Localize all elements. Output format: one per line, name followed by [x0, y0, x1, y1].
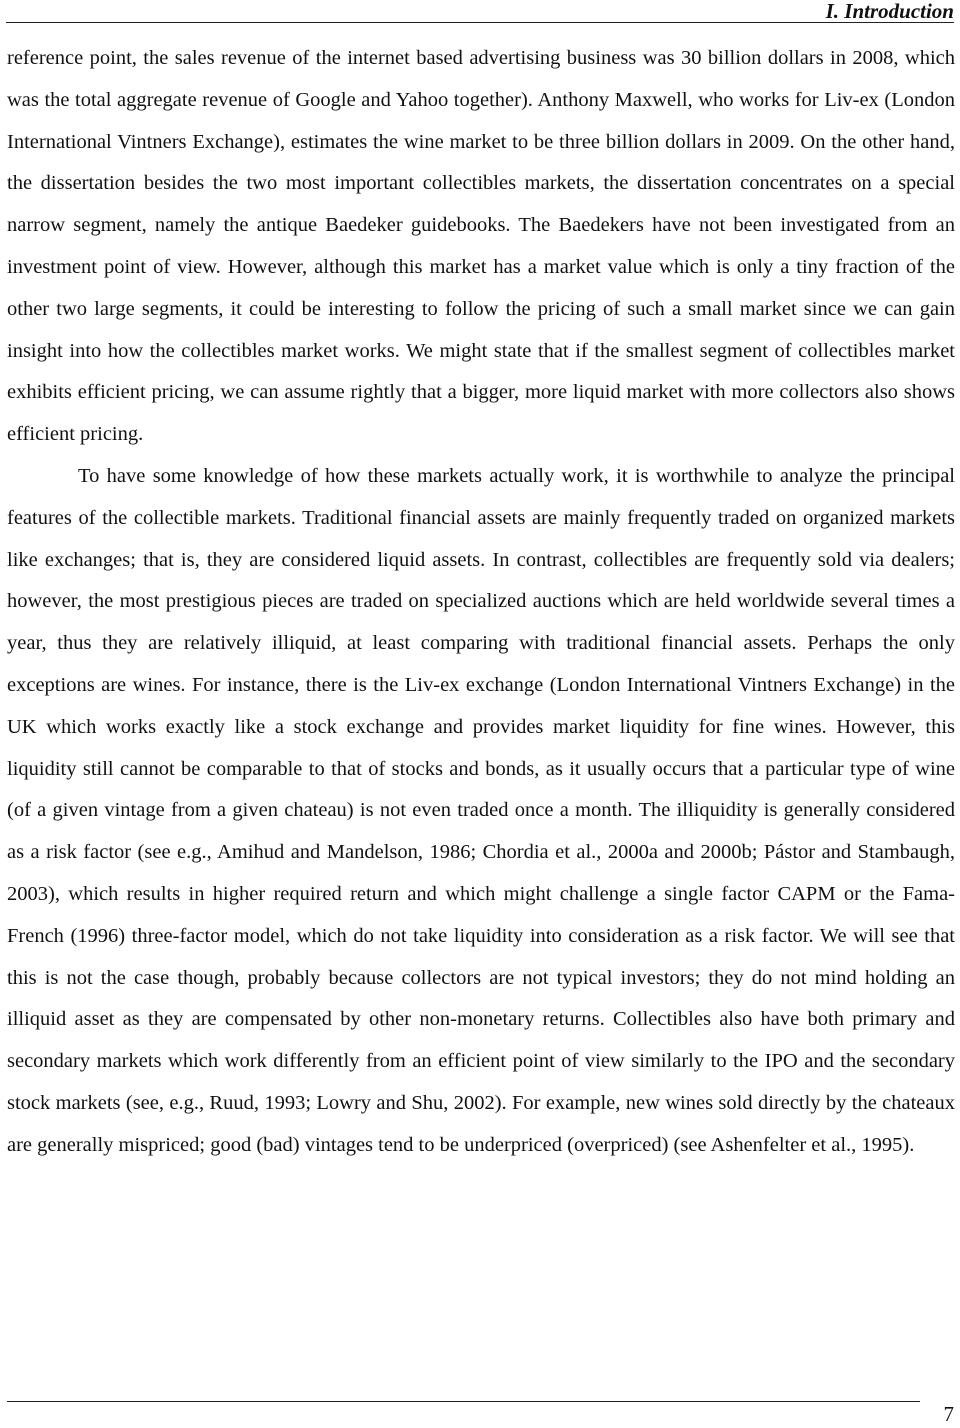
- paragraph: To have some knowledge of how these markets actually work, it is worthwhile to analyze the principal features of the collectible markets. Traditional financial assets are mainly frequently traded on organized markets like exchanges; that is, they are considered liquid assets. In contrast, collectibles are frequently sold via dealers; however, the most prestigious pieces are traded on specialized auctions which are held worldwide several times a year, thus they are relatively illiquid, at least comparing with traditional financial assets. Perhaps the only exceptions are wines. For instance, there is the Liv-ex exchange (London International Vintners Exchange) in the UK which works exactly like a stock exchange and provides market liquidity for fine wines. However, this liquidity still cannot be comparable to that of stocks and bonds, as it usually occurs that a particular type of wine (of a given vintage from a given chateau) is not even traded once a month. The illiquidity is generally considered as a risk factor (see e.g., Amihud and Mandelson, 1986; Chordia et al., 2000a and 2000b; Pástor and Stambaugh, 2003), which results in higher required return and which might challenge a single factor CAPM or the Fama-French (1996) three-factor model, which do not take liquidity into consideration as a risk factor. We will see that this is not the case though, probably because collectors are not typical investors; they do not mind holding an illiquid asset as they are compensated by other non-monetary returns. Collectibles also have both primary and secondary markets which work differently from an efficient point of view similarly to the IPO and the secondary stock markets (see, e.g., Ruud, 1993; Lowry and Shu, 2002). For example, new wines sold directly by the chateaux are generally mispriced; good (bad) vintages tend to be underpriced (overpriced) (see Ashenfelter et al., 1995).: [7, 464, 955, 1156]
- body-text: [7, 38, 955, 1167]
- page-number: 7: [943, 1402, 954, 1426]
- section-title: I. Introduction: [825, 0, 954, 23]
- footer-rule: [7, 1401, 920, 1402]
- paragraph-continued: reference point, the sales revenue of the internet based advertising business was 30 billion dollars in 2008, which was the total aggregate revenue of Google and Yahoo together). Anthony Maxwell, who works for Liv-ex (London International Vintners Exchange), estimates the wine market to be three billion dollars in 2009. On the other hand, the dissertation besides the two most important collectibles markets, the dissertation concentrates on a special narrow segment, namely the antique Baedeker guidebooks. The Baedekers have not been investigated from an investment point of view. However, although this market has a market value which is only a tiny fraction of the other two large segments, it could be interesting to follow the pricing of such a small market since we can gain insight into how the collectibles market works. We might state that if the smallest segment of collectibles market exhibits efficient pricing, we can assume rightly that a bigger, more liquid market with more collectors also shows efficient pricing.: [7, 47, 955, 446]
- running-header: [6, 0, 954, 23]
